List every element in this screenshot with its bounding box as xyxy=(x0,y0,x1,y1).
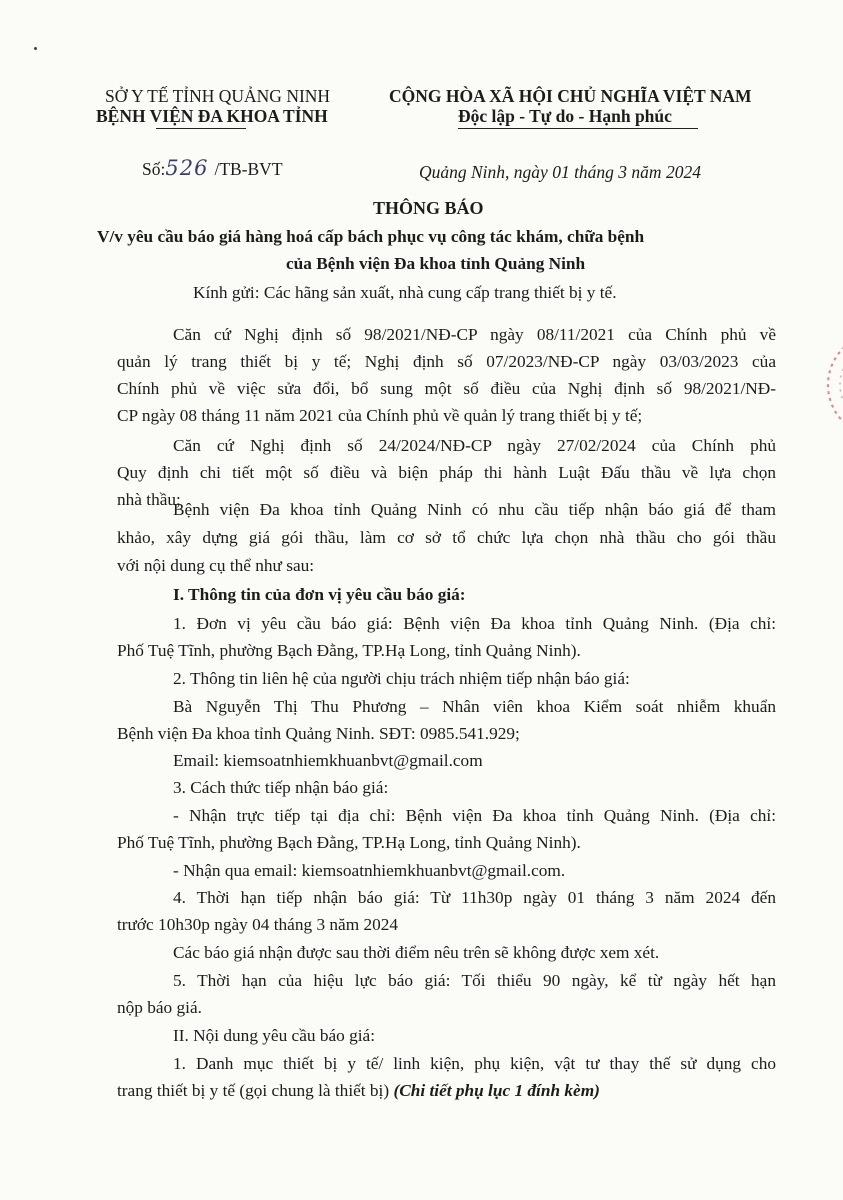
body-line: nhà thầu; xyxy=(117,490,181,509)
body-line: CP ngày 08 tháng 11 năm 2021 của Chính phủ về quản lý trang thiết bị y tế; xyxy=(117,406,643,425)
body-line: Quy định chi tiết một số điều và biện pháp thi hành Luật Đấu thầu về lựa chọn xyxy=(117,463,776,482)
body-line: Phố Tuệ Tĩnh, phường Bạch Đằng, TP.Hạ Long, tỉnh Quảng Ninh). xyxy=(117,641,581,660)
body-line: quản lý trang thiết bị y tế; Nghị định số 07/2023/NĐ-CP ngày 03/03/2023 của xyxy=(117,352,776,371)
body-line: 5. Thời hạn của hiệu lực báo giá: Tối thiểu 90 ngày, kể từ ngày hết hạn xyxy=(173,971,776,990)
body-line xyxy=(117,1081,600,1101)
body-line: với nội dung cụ thể như sau: xyxy=(117,556,315,575)
section-heading-2: II. Nội dung yêu cầu báo giá: xyxy=(173,1026,376,1045)
body-line: - Nhận trực tiếp tại địa chỉ: Bệnh viện Đa khoa tỉnh Quảng Ninh. (Địa chỉ: xyxy=(173,806,776,825)
appendix-reference: (Chi tiết phụ lục 1 đính kèm) xyxy=(393,1081,600,1100)
doc-number-handwritten: 526 xyxy=(165,156,209,180)
body-line: Phố Tuệ Tĩnh, phường Bạch Đằng, TP.Hạ Long, tỉnh Quảng Ninh). xyxy=(117,833,581,852)
hospital-underline xyxy=(156,128,246,129)
body-line: Chính phủ về việc sửa đổi, bổ sung một số điều của Nghị định số 98/2021/NĐ- xyxy=(117,379,776,398)
body-line: 3. Cách thức tiếp nhận báo giá: xyxy=(173,778,389,797)
doc-number-suffix: /TB-BVT xyxy=(214,159,283,179)
contact-email: Email: kiemsoatnhiemkhuanbvt@gmail.com xyxy=(173,751,483,770)
doc-number-prefix: Số: xyxy=(142,159,166,179)
body-line: 2. Thông tin liên hệ của người chịu trách nhiệm tiếp nhận báo giá: xyxy=(173,669,630,688)
body-line: Bà Nguyễn Thị Thu Phương – Nhân viên khoa Kiểm soát nhiễm khuẩn xyxy=(173,697,776,716)
national-title: CỘNG HÒA XÃ HỘI CHỦ NGHĨA VIỆT NAM xyxy=(389,86,752,106)
agency-name: SỞ Y TẾ TỈNH QUẢNG NINH xyxy=(105,86,331,106)
stamp-mark xyxy=(820,325,843,445)
motto-underline xyxy=(458,128,698,129)
body-line: nộp báo giá. xyxy=(117,998,202,1017)
doc-number xyxy=(142,158,283,179)
body-line: trước 10h30p ngày 04 tháng 3 năm 2024 xyxy=(117,915,399,934)
body-line: - Nhận qua email: kiemsoatnhiemkhuanbvt@gmail.com. xyxy=(173,861,566,880)
body-line-plain: trang thiết bị y tế (gọi chung là thiết bị) xyxy=(117,1081,390,1100)
section-heading-1: I. Thông tin của đơn vị yêu cầu báo giá: xyxy=(173,585,466,604)
body-line: Căn cứ Nghị định số 24/2024/NĐ-CP ngày 27/02/2024 của Chính phủ xyxy=(173,436,776,455)
body-line: khảo, xây dựng giá gói thầu, làm cơ sở tổ chức lựa chọn nhà thầu cho gói thầu xyxy=(117,528,776,547)
scan-speck xyxy=(34,47,37,50)
body-line: Bệnh viện Đa khoa tỉnh Quảng Ninh có nhu cầu tiếp nhận báo giá để tham xyxy=(173,500,776,519)
national-motto: Độc lập - Tự do - Hạnh phúc xyxy=(458,106,672,126)
place-date: Quảng Ninh, ngày 01 tháng 3 năm 2024 xyxy=(419,162,701,182)
body-line: 1. Danh mục thiết bị y tế/ linh kiện, phụ kiện, vật tư thay thế sử dụng cho xyxy=(173,1054,776,1073)
notice-title: THÔNG BÁO xyxy=(373,198,484,218)
body-line: Các báo giá nhận được sau thời điểm nêu trên sẽ không được xem xét. xyxy=(173,943,660,962)
body-line: 1. Đơn vị yêu cầu báo giá: Bệnh viện Đa khoa tỉnh Quảng Ninh. (Địa chỉ: xyxy=(173,614,776,633)
subject-line-1: V/v yêu cầu báo giá hàng hoá cấp bách phục vụ công tác khám, chữa bệnh xyxy=(97,227,645,246)
hospital-name: BỆNH VIỆN ĐA KHOA TỈNH xyxy=(96,106,328,126)
body-line: 4. Thời hạn tiếp nhận báo giá: Từ 11h30p ngày 01 tháng 3 năm 2024 đến xyxy=(173,888,776,907)
body-line: Căn cứ Nghị định số 98/2021/NĐ-CP ngày 08/11/2021 của Chính phủ về xyxy=(173,325,776,344)
body-line: Bệnh viện Đa khoa tỉnh Quảng Ninh. SĐT: 0985.541.929; xyxy=(117,724,520,743)
subject-line-2: của Bệnh viện Đa khoa tỉnh Quảng Ninh xyxy=(286,254,586,273)
recipient-line: Kính gửi: Các hãng sản xuất, nhà cung cấp trang thiết bị y tế. xyxy=(193,283,617,302)
